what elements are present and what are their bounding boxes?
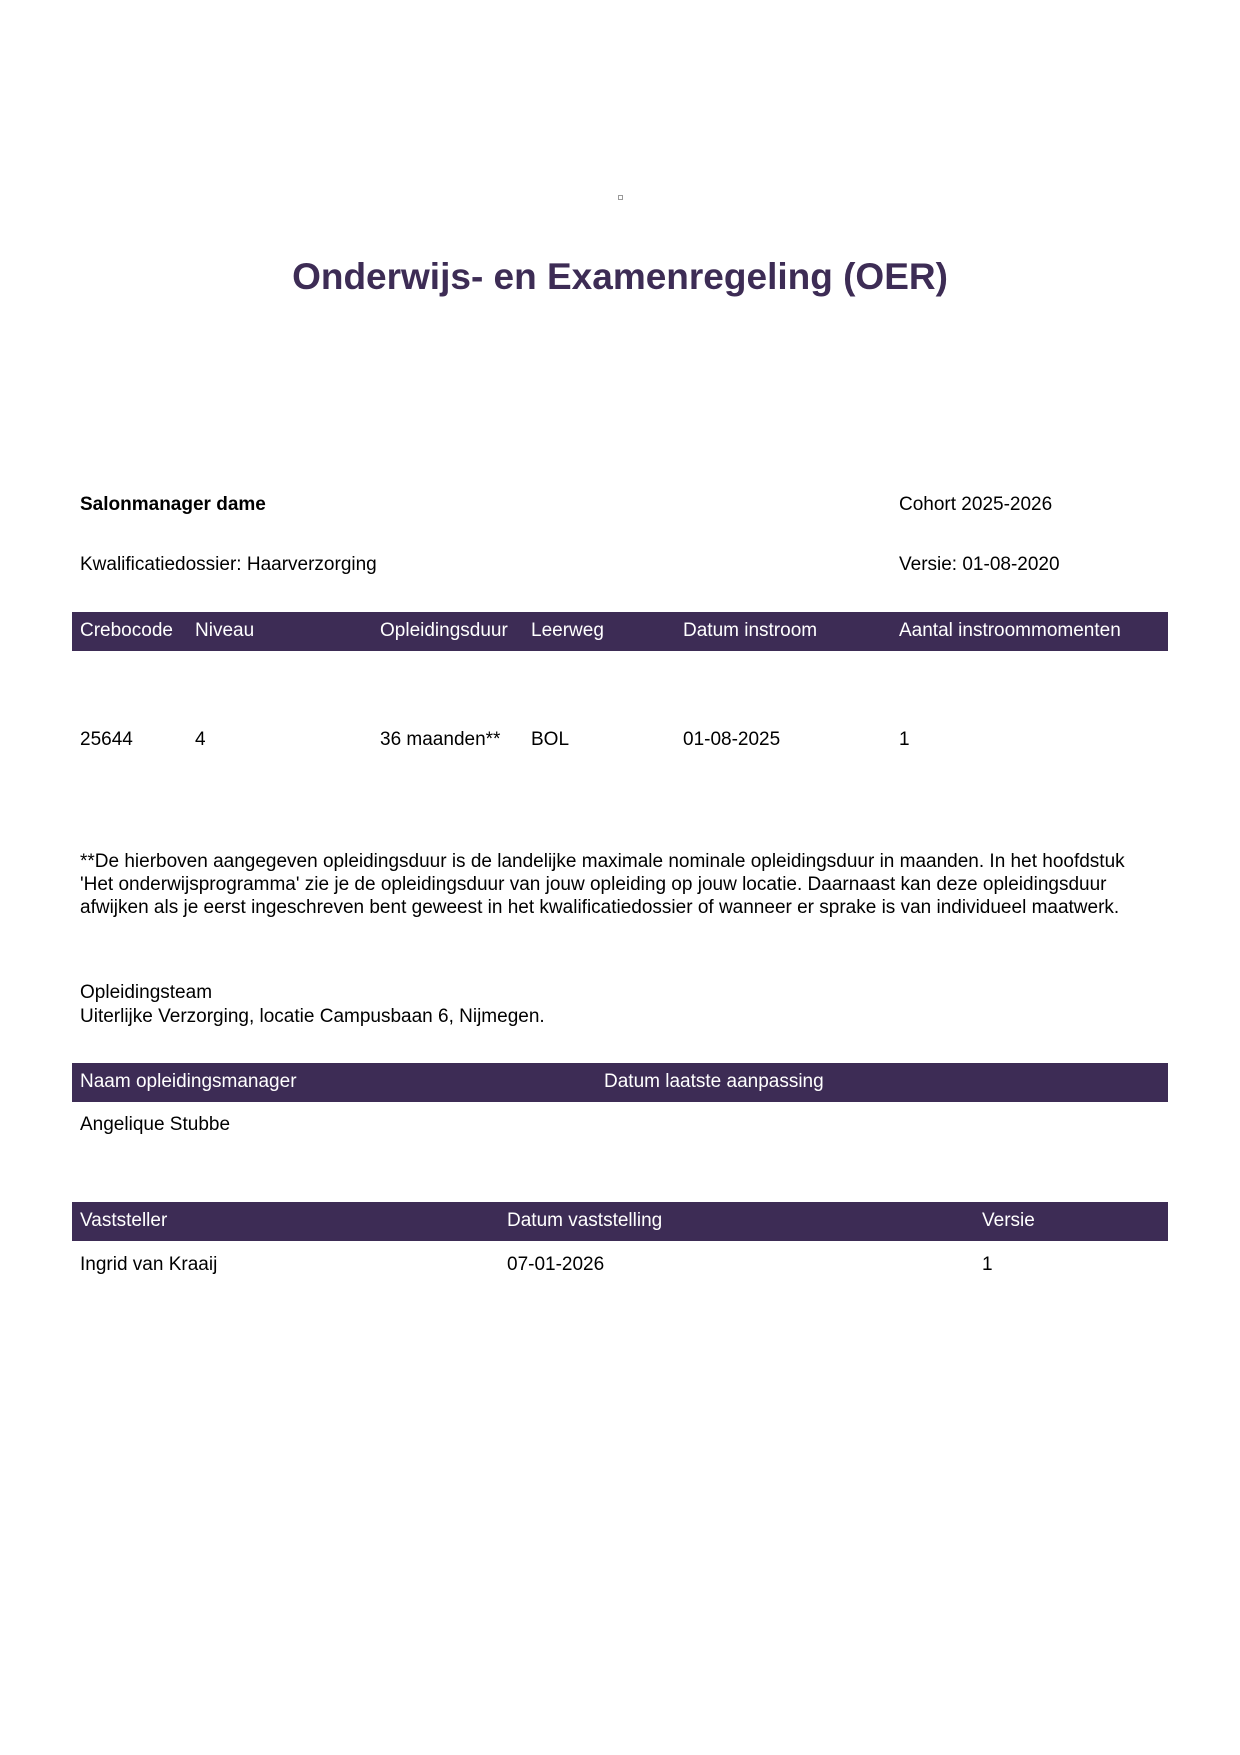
versie-label: Versie: 01-08-2020 — [899, 554, 1060, 575]
header-versie: Versie — [982, 1210, 1035, 1231]
header-opleidingsduur: Opleidingsduur — [380, 620, 508, 641]
header-datum-vaststelling: Datum vaststelling — [507, 1210, 663, 1231]
manager-table-header — [72, 1063, 1168, 1102]
cell-datum-instroom: 01-08-2025 — [683, 729, 781, 750]
header-datum-laatste-aanpassing: Datum laatste aanpassing — [604, 1071, 824, 1092]
vaststelling-table-header — [72, 1202, 1168, 1241]
cell-manager-name: Angelique Stubbe — [80, 1114, 231, 1135]
header-datum-instroom: Datum instroom — [683, 620, 818, 641]
header-aantal-instroommomenten: Aantal instroommomenten — [899, 620, 1121, 641]
header-niveau: Niveau — [195, 620, 255, 641]
cell-versie: 1 — [982, 1254, 993, 1275]
header-naam-opleidingsmanager: Naam opleidingsmanager — [80, 1071, 297, 1092]
broken-image-icon — [618, 195, 623, 200]
cell-leerweg: BOL — [531, 729, 570, 750]
header-crebocode: Crebocode — [80, 620, 173, 641]
footnote-text: **De hierboven aangegeven opleidingsduur is de landelijke maximale nominale opleidingsduur in maanden. In het hoofdstuk 'Het onderwijsprogramma' zie je de opleidingsduur van jouw opleiding op jouw locatie. Daarnaast kan deze opleidingsduur afwijken als je eerst ingeschreven bent geweest in het kwalificatiedossier of wanneer er sprake is van individueel maatwerk. — [80, 851, 1125, 918]
team-label: Opleidingsteam — [80, 982, 213, 1003]
program-name: Salonmanager dame — [80, 494, 266, 515]
cell-aantal-instroommomenten: 1 — [899, 729, 910, 750]
cell-vaststeller: Ingrid van Kraaij — [80, 1254, 218, 1275]
cell-opleidingsduur: 36 maanden** — [380, 729, 501, 750]
cell-datum-vaststelling: 07-01-2026 — [507, 1254, 605, 1275]
cell-crebocode: 25644 — [80, 729, 133, 750]
header-vaststeller: Vaststeller — [80, 1210, 168, 1231]
cohort-label: Cohort 2025-2026 — [899, 494, 1053, 515]
team-location: Uiterlijke Verzorging, locatie Campusbaan 6, Nijmegen. — [80, 1006, 545, 1027]
cell-niveau: 4 — [195, 729, 206, 750]
header-leerweg: Leerweg — [531, 620, 604, 641]
page-title: Onderwijs- en Examenregeling (OER) — [292, 256, 948, 297]
main-table-header — [72, 612, 1168, 651]
kwalificatiedossier-label: Kwalificatiedossier: Haarverzorging — [80, 554, 377, 575]
